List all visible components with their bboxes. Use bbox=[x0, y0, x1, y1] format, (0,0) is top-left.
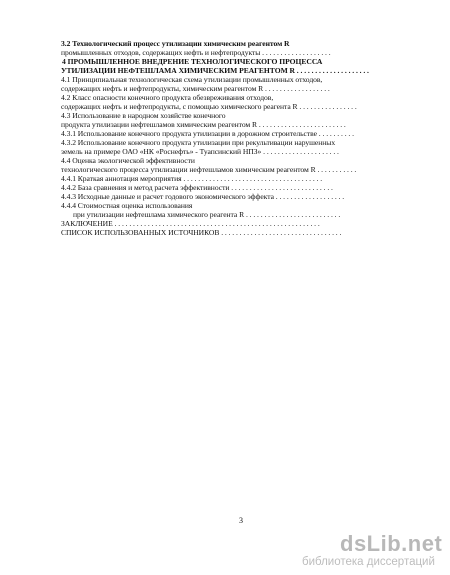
toc-entry-4-3-1: 4.3.1 Использование конечного продукта утилизации в дорожном строительстве . . . . . . . . . . bbox=[61, 129, 354, 138]
toc-entry-4-3: 4.3 Использование в народном хозяйстве конечного bbox=[61, 111, 226, 120]
toc-entry-4-1: 4.1 Принципиальная технологическая схема утилизации промышленных отходов, bbox=[61, 75, 323, 84]
watermark-logo: dsLib.net bbox=[340, 531, 443, 556]
toc-entry-4-1-cont: содержащих нефть и нефтепродукты, химическим реагентом R . . . . . . . . . . . . . . . . . . bbox=[61, 84, 330, 93]
toc-entry-4-3-cont: продукта утилизации нефтешламов химическим реагентом R . . . . . . . . . . . . . . . . . . . . . . . . bbox=[61, 120, 346, 129]
watermark-tagline: библиотека диссертаций bbox=[302, 556, 435, 568]
toc-entry-4-4-2: 4.4.2 База сравнения и метод расчета эффективности . . . . . . . . . . . . . . . . . . . . . . . . . . . . bbox=[61, 183, 333, 192]
watermark bbox=[302, 531, 448, 575]
toc-entry-4-3-2-cont: земель на примере ОАО «НК «Роснефть» - Туапсинский НПЗ» . . . . . . . . . . . . . . . . . . . . . bbox=[61, 147, 339, 156]
toc-entry-4-cont: УТИЛИЗАЦИИ НЕФТЕШЛАМА ХИМИЧЕСКИМ РЕАГЕНТОМ R . . . . . . . . . . . . . . . . . . . . bbox=[61, 66, 369, 75]
toc-entry-4-3-2: 4.3.2 Использование конечного продукта утилизации при рекультивации нарушенных bbox=[61, 138, 336, 147]
toc-entry-4-4-cont: технологического процесса утилизации нефтешламов химическим реагентом R . . . . . . . . . . . bbox=[61, 165, 357, 174]
toc-entry-4-2-cont: содержащих нефть и нефтепродукты, с помощью химического реагента R . . . . . . . . . . . . . . . . bbox=[61, 102, 357, 111]
toc-entry-conclusion: ЗАКЛЮЧЕНИЕ . . . . . . . . . . . . . . . . . . . . . . . . . . . . . . . . . . . . . . . . . . . . . . . . . . . . . . . . bbox=[61, 219, 320, 228]
toc-entry-4: 4 ПРОМЫШЛЕННОЕ ВНЕДРЕНИЕ ТЕХНОЛОГИЧЕСКОГО ПРОЦЕССА bbox=[62, 57, 323, 66]
toc-entry-references: СПИСОК ИСПОЛЬЗОВАННЫХ ИСТОЧНИКОВ . . . . . . . . . . . . . . . . . . . . . . . . . . . . . . . . . bbox=[61, 228, 342, 237]
toc-entry-4-4-4-cont: при утилизации нефтешлама химического реагента R . . . . . . . . . . . . . . . . . . . . . . . . . . bbox=[73, 210, 341, 219]
toc-entry-4-4-1: 4.4.1 Краткая аннотация мероприятия . . . . . . . . . . . . . . . . . . . . . . . . . . . . . . . . . . . . . . bbox=[61, 174, 323, 183]
page-number: 3 bbox=[239, 516, 243, 525]
toc-entry-4-4: 4.4 Оценка экологической эффективности bbox=[61, 156, 195, 165]
toc-entry-4-4-3: 4.4.3 Исходные данные и расчет годового экономического эффекта . . . . . . . . . . . . . . . . . . . bbox=[61, 192, 345, 201]
toc-entry-4-4-4: 4.4.4 Стоимостная оценка использования bbox=[61, 201, 193, 210]
toc-entry-3-2-cont: промышленных отходов, содержащих нефть и нефтепродукты . . . . . . . . . . . . . . . . . . . bbox=[61, 48, 331, 57]
toc-entry-4-2: 4.2 Класс опасности конечного продукта обезвреживания отходов, bbox=[61, 93, 274, 102]
toc-entry-3-2: 3.2 Технологический процесс утилизации химическим реагентом R bbox=[61, 39, 290, 48]
